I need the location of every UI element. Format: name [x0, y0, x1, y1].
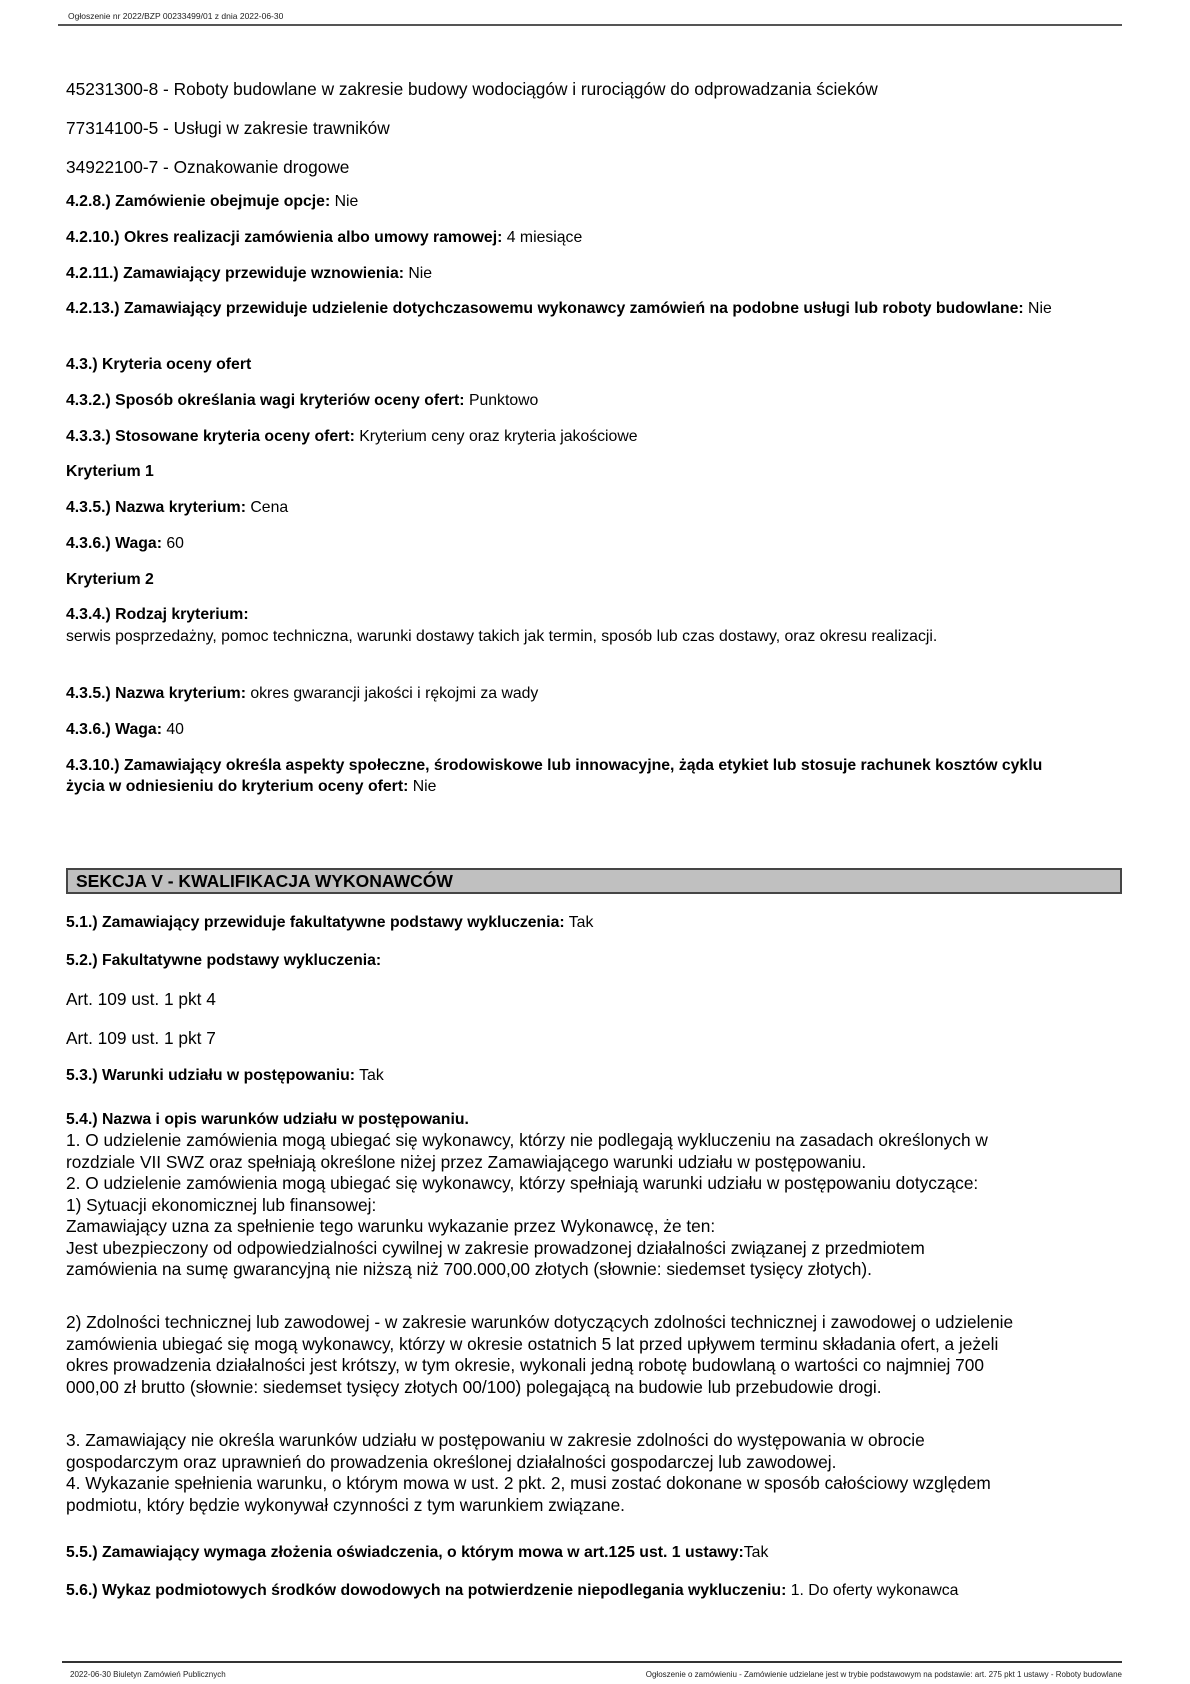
- cpv-code: 34922100-7 - Oznakowanie drogowe: [66, 157, 350, 177]
- criterion-2-type-label: 4.3.4.) Rodzaj kryterium:: [66, 606, 249, 623]
- field-5-4-technical: 2) Zdolności technicznej lub zawodowej - w zakresie warunków dotyczących zdolności technicznej i zawodowej o udzielenie zamówienia ubiegać się mogą wykonawcy, którzy w okresie ostatnich 5 lat przed upływem terminu składania ofert, a jeżeli okres prowadzenia działalności jest krótszy, w tym okresie, wykonali jedną robotę budowlaną o wartości co najmniej 700 000,00 zł brutto (słownie: siedemset tysięcy złotych 00/100) polegającą na budowie lub przebudowie drogi.: [66, 1312, 1014, 1397]
- criterion-2-title: Kryterium 2: [66, 571, 154, 588]
- field-4-3-2: 4.3.2.) Sposób określania wagi kryteriów oceny ofert: Punktowo: [66, 392, 539, 409]
- criterion-1-title: Kryterium 1: [66, 463, 154, 480]
- field-4-3-10: 4.3.10.) Zamawiający określa aspekty społeczne, środowiskowe lub innowacyjne, żąda etykiet lub stosuje rachunek kosztów cyklu życia w odniesieniu do kryterium oceny ofert: Nie: [66, 757, 1043, 795]
- field-5-3: 5.3.) Warunki udziału w postępowaniu: Tak: [66, 1067, 384, 1084]
- page-footer: [62, 1661, 1122, 1683]
- criterion-1-weight: 4.3.6.) Waga: 60: [66, 535, 184, 552]
- cpv-code: 77314100-5 - Usługi w zakresie trawników: [66, 118, 390, 138]
- announcement-number: Ogłoszenie nr 2022/BZP 00233499/01 z dnia 2022-06-30: [68, 11, 284, 21]
- field-4-3-heading: 4.3.) Kryteria oceny ofert: [66, 356, 252, 373]
- footer-date-source: 2022-06-30 Biuletyn Zamówień Publicznych: [70, 1670, 226, 1679]
- footer-notice-type: Ogłoszenie o zamówieniu - Zamówienie udzielane jest w trybie podstawowym na podstawie: art. 275 pkt 1 ustawy - Roboty budowlane: [645, 1670, 1122, 1679]
- field-4-2-10: 4.2.10.) Okres realizacji zamówienia albo umowy ramowej: 4 miesiące: [66, 229, 583, 246]
- field-5-4-label: 5.4.) Nazwa i opis warunków udziału w postępowaniu.: [66, 1111, 469, 1128]
- field-5-4-other: 3. Zamawiający nie określa warunków udziału w postępowaniu w zakresie zdolności do występowania w obrocie gospodarczym oraz uprawnień do prowadzenia określonej działalności gospodarczej lub zawodowej. 4. Wykazanie spełnienia warunku, o którym mowa w ust. 2 pkt. 2, musi zostać dokonane w sposób całościowy względem podmiotu, który będzie wykonywał czynności z tym warunkiem związane.: [66, 1430, 991, 1515]
- field-4-3-3: 4.3.3.) Stosowane kryteria oceny ofert: Kryterium ceny oraz kryteria jakościowe: [66, 428, 638, 445]
- criterion-2-weight: 4.3.6.) Waga: 40: [66, 721, 184, 738]
- section-v-header: [66, 868, 1122, 894]
- exclusion-ground: Art. 109 ust. 1 pkt 7: [66, 1028, 216, 1048]
- section-v-title: SEKCJA V - KWALIFIKACJA WYKONAWCÓW: [76, 871, 453, 891]
- criterion-2-type-value: serwis posprzedażny, pomoc techniczna, warunki dostawy takich jak termin, sposób lub czas dostawy, oraz okresu realizacji.: [66, 628, 938, 645]
- field-5-5: 5.5.) Zamawiający wymaga złożenia oświadczenia, o którym mowa w art.125 ust. 1 ustawy:Tak: [66, 1544, 769, 1561]
- cpv-code: 45231300-8 - Roboty budowlane w zakresie budowy wodociągów i rurociągów do odprowadzania ścieków: [66, 79, 878, 99]
- field-5-6: 5.6.) Wykaz podmiotowych środków dowodowych na potwierdzenie niepodlegania wykluczeniu: 1. Do oferty wykonawca: [66, 1582, 959, 1599]
- page-header: [58, 8, 1122, 26]
- field-5-4-text: 1. O udzielenie zamówienia mogą ubiegać się wykonawcy, którzy nie podlegają wykluczeniu na zasadach określonych w rozdziale VII SWZ oraz spełniają określone niżej przez Zamawiającego warunki udziału w postępowaniu. 2. O udzielenie zamówienia mogą ubiegać się wykonawcy, którzy spełniają warunki udziału w postępowaniu dotyczące: 1) Sytuacji ekonomicznej lub finansowej: Zamawiający uzna za spełnienie tego warunku wykazanie przez Wykonawcę, że ten: Jest ubezpieczony od odpowiedzialności cywilnej w zakresie prowadzonej działalności związanej z przedmiotem zamówienia na sumę gwarancyjną nie niższą niż 700.000,00 złotych (słownie: siedemset tysięcy złotych).: [66, 1130, 988, 1279]
- field-4-2-13: 4.2.13.) Zamawiający przewiduje udzielenie dotychczasowemu wykonawcy zamówień na podobne usługi lub roboty budowlane: Nie: [66, 300, 1052, 317]
- exclusion-ground: Art. 109 ust. 1 pkt 4: [66, 989, 216, 1009]
- field-4-2-8: 4.2.8.) Zamówienie obejmuje opcje: Nie: [66, 193, 359, 210]
- field-5-1: 5.1.) Zamawiający przewiduje fakultatywne podstawy wykluczenia: Tak: [66, 914, 594, 931]
- criterion-2-name: 4.3.5.) Nazwa kryterium: okres gwarancji jakości i rękojmi za wady: [66, 685, 539, 702]
- field-5-2: 5.2.) Fakultatywne podstawy wykluczenia:: [66, 952, 382, 969]
- field-4-2-11: 4.2.11.) Zamawiający przewiduje wznowienia: Nie: [66, 265, 433, 282]
- criterion-1-name: 4.3.5.) Nazwa kryterium: Cena: [66, 499, 289, 516]
